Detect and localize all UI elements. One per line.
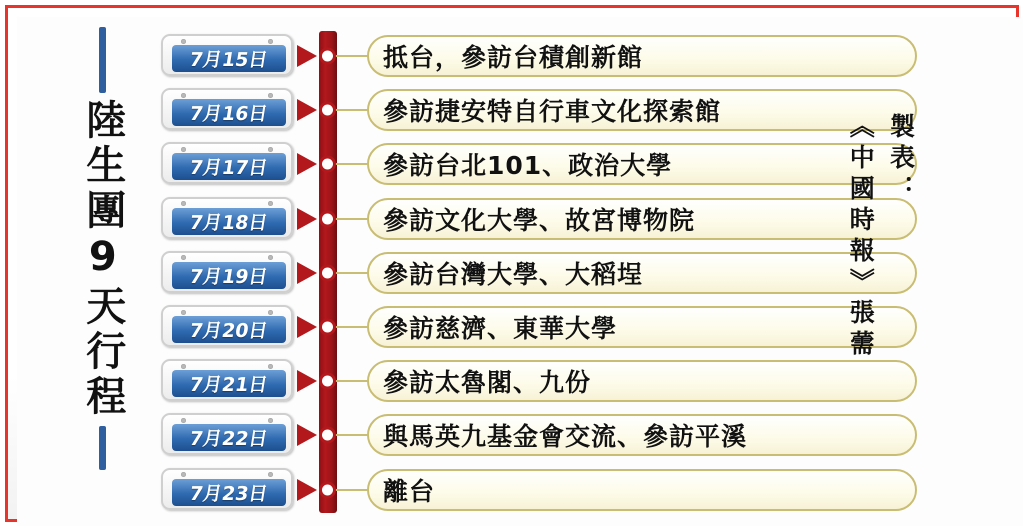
credit-source: 《中國時報》張薷: [846, 113, 876, 361]
screw-icon: [268, 39, 273, 44]
screw-icon: [268, 472, 273, 477]
event-text: 參訪台灣大學、大稻埕: [383, 259, 644, 289]
red-frame-border: [5, 5, 1019, 522]
date-label: 7月20日: [188, 320, 270, 343]
title-accent-bar-top: [99, 27, 106, 93]
arrow-right-icon: [297, 208, 317, 230]
timeline-connector: [295, 142, 345, 186]
timeline-row: [157, 29, 917, 83]
timeline-row: [157, 408, 917, 462]
credit-block: [847, 113, 1007, 513]
arrow-right-icon: [297, 424, 317, 446]
title-accent-bar-bottom: [99, 426, 106, 470]
date-plate-frame: [161, 197, 293, 239]
event-capsule: [367, 198, 917, 240]
event-text: 抵台，參訪台積創新館: [383, 43, 644, 73]
event-capsule: [367, 360, 917, 402]
arrow-right-icon: [297, 153, 317, 175]
timeline-connector: [295, 88, 345, 132]
date-label: 7月23日: [188, 482, 270, 505]
arrow-right-icon: [297, 479, 317, 501]
timeline-node-icon: [319, 210, 336, 227]
screw-icon: [181, 255, 186, 260]
timeline-connector: [295, 468, 345, 512]
date-plate-frame: [161, 468, 293, 510]
timeline-connector: [295, 197, 345, 241]
date-label: 7月17日: [188, 157, 270, 180]
date-plate-label-bg: [172, 153, 286, 180]
date-plate: [161, 142, 295, 186]
event-text: 與馬英九基金會交流、參訪平溪: [383, 422, 748, 452]
event-capsule: [367, 414, 917, 456]
timeline-rows: [157, 29, 917, 519]
date-plate-label-bg: [172, 208, 286, 235]
timeline-row: [157, 300, 917, 354]
event-text: 參訪太魯閣、九份: [383, 368, 592, 398]
infographic-canvas: [17, 17, 1023, 526]
arrow-right-icon: [297, 99, 317, 121]
date-plate: [161, 468, 295, 512]
date-plate-frame: [161, 142, 293, 184]
date-plate-label-bg: [172, 45, 286, 72]
screw-icon: [181, 39, 186, 44]
date-label: 7月18日: [188, 211, 270, 234]
date-plate-label-bg: [172, 316, 286, 343]
date-plate: [161, 359, 295, 403]
arrow-right-icon: [297, 370, 317, 392]
screw-icon: [268, 93, 273, 98]
timeline-node-icon: [319, 319, 336, 336]
date-label: 7月22日: [188, 428, 270, 451]
timeline-node-icon: [319, 48, 336, 65]
timeline-node-icon: [319, 156, 336, 173]
credit-label: 製表：: [886, 113, 916, 206]
arrow-right-icon: [297, 262, 317, 284]
screw-icon: [181, 147, 186, 152]
date-plate-label-bg: [172, 424, 286, 451]
chart-title-block: [47, 27, 157, 517]
event-capsule: [367, 252, 917, 294]
screw-icon: [181, 364, 186, 369]
screw-icon: [181, 472, 186, 477]
date-plate-label-bg: [172, 262, 286, 289]
timeline-row: [157, 137, 917, 191]
timeline-connector: [295, 413, 345, 457]
event-capsule: [367, 469, 917, 511]
event-text: 參訪台北101、政治大學: [383, 151, 673, 181]
event-capsule: [367, 89, 917, 131]
screw-icon: [268, 201, 273, 206]
timeline-row: [157, 354, 917, 408]
date-plate: [161, 88, 295, 132]
date-plate: [161, 305, 295, 349]
date-plate: [161, 251, 295, 295]
screw-icon: [181, 418, 186, 423]
event-text: 參訪慈濟、東華大學: [383, 314, 618, 344]
arrow-right-icon: [297, 45, 317, 67]
date-plate: [161, 34, 295, 78]
timeline-row: [157, 192, 917, 246]
screw-icon: [268, 364, 273, 369]
timeline-row: [157, 463, 917, 517]
timeline-connector: [295, 359, 345, 403]
date-plate-frame: [161, 413, 293, 455]
timeline-row: [157, 246, 917, 300]
page-title: 陸生團9天行程: [79, 99, 126, 420]
timeline-node-icon: [319, 373, 336, 390]
screw-icon: [181, 93, 186, 98]
timeline-connector: [295, 251, 345, 295]
screw-icon: [268, 418, 273, 423]
event-text: 參訪捷安特自行車文化探索館: [383, 97, 722, 127]
event-capsule: [367, 143, 917, 185]
screw-icon: [268, 255, 273, 260]
timeline-node-icon: [319, 481, 336, 498]
screw-icon: [268, 147, 273, 152]
date-plate-frame: [161, 359, 293, 401]
date-plate: [161, 413, 295, 457]
arrow-right-icon: [297, 316, 317, 338]
date-plate-label-bg: [172, 99, 286, 126]
timeline-connector: [295, 34, 345, 78]
date-label: 7月16日: [188, 103, 270, 126]
date-label: 7月21日: [188, 374, 270, 397]
timeline-node-icon: [319, 427, 336, 444]
event-text: 參訪文化大學、故宮博物院: [383, 205, 696, 235]
event-text: 離台: [383, 476, 436, 506]
date-plate-label-bg: [172, 370, 286, 397]
screw-icon: [268, 310, 273, 315]
event-capsule: [367, 35, 917, 77]
timeline-row: [157, 83, 917, 137]
date-plate-frame: [161, 88, 293, 130]
timeline-node-icon: [319, 264, 336, 281]
date-plate-frame: [161, 305, 293, 347]
date-plate-frame: [161, 251, 293, 293]
date-plate: [161, 197, 295, 241]
screw-icon: [181, 201, 186, 206]
date-plate-label-bg: [172, 479, 286, 506]
date-label: 7月15日: [188, 49, 270, 72]
date-label: 7月19日: [188, 265, 270, 288]
timeline-connector: [295, 305, 345, 349]
timeline-node-icon: [319, 102, 336, 119]
event-capsule: [367, 306, 917, 348]
screw-icon: [181, 310, 186, 315]
date-plate-frame: [161, 34, 293, 76]
